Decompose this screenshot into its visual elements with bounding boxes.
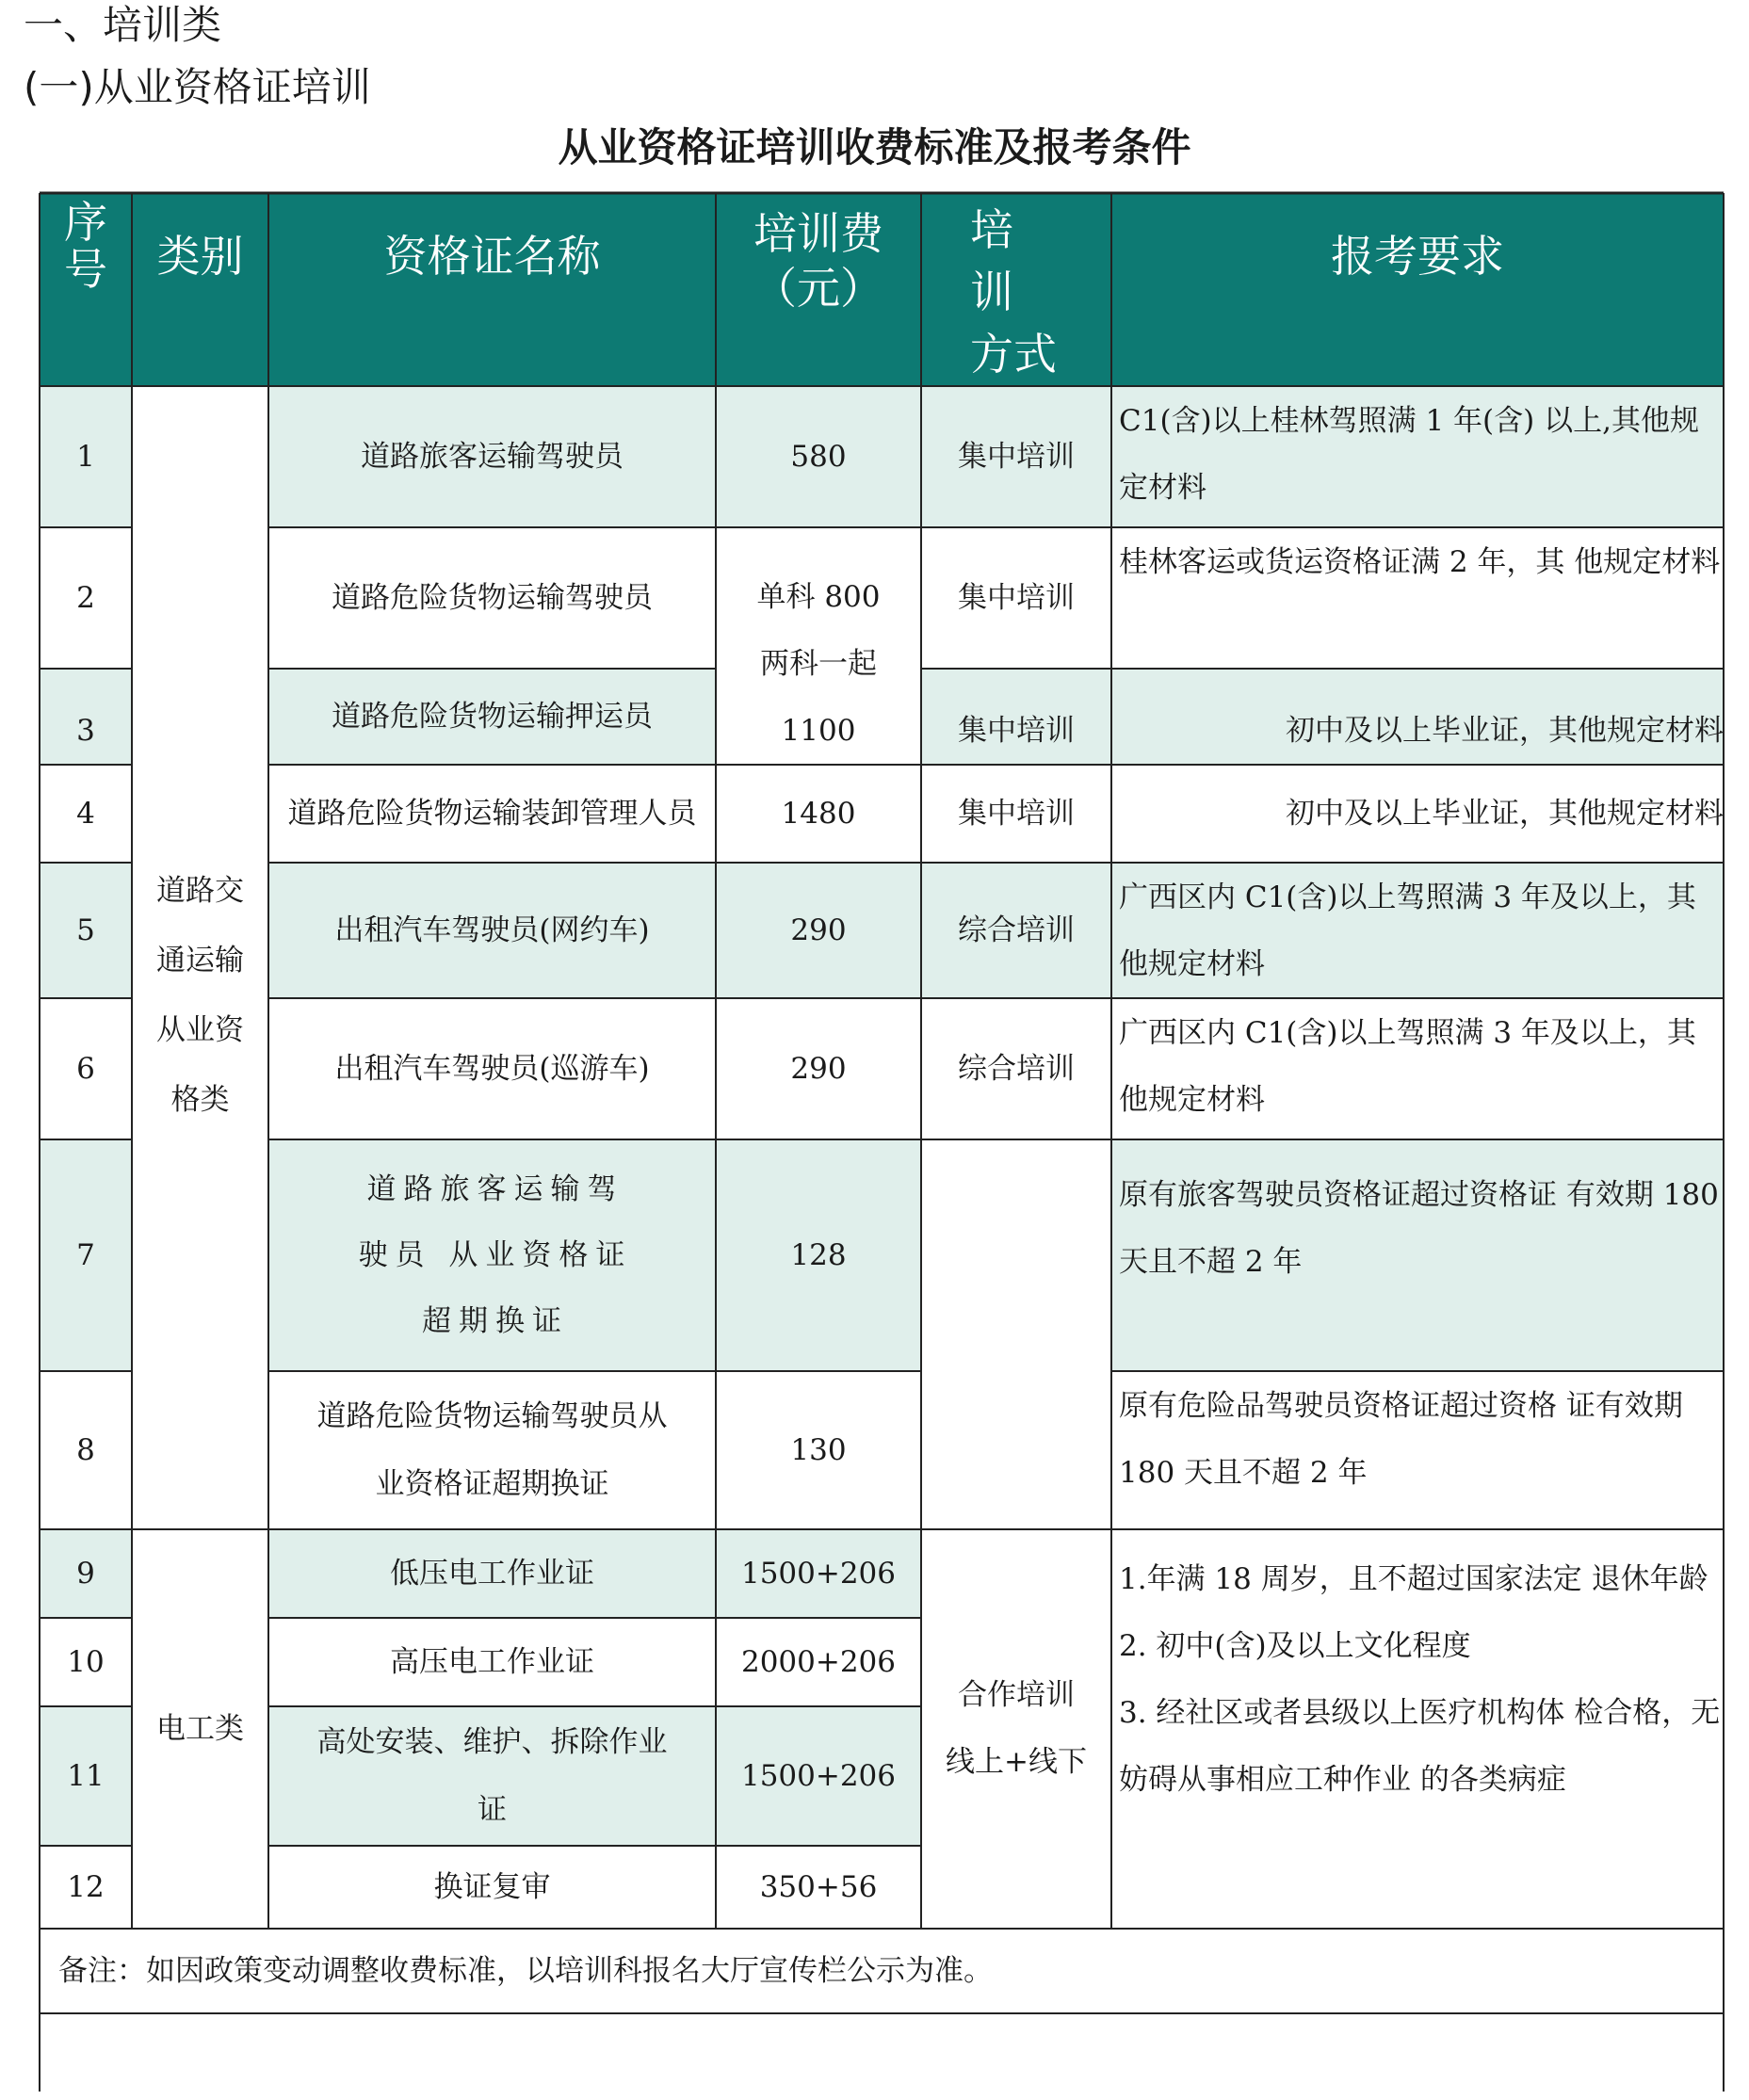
elec-req-text-line: 3. 经社区或者县级以上医疗机构体 检合格，无 xyxy=(1119,1696,1721,1730)
row-req-text: C1(含)以上桂林驾照满 1 年(含) 以上,其他规定材料 xyxy=(1119,404,1699,505)
category-elec-text: 电工类 xyxy=(156,1711,244,1746)
category-road-line: 通运输 xyxy=(156,944,244,977)
header-fee-text xyxy=(753,206,883,315)
row-name xyxy=(268,1706,716,1846)
row-method xyxy=(921,765,1111,863)
row-fee xyxy=(716,1139,921,1371)
fee-merged-text xyxy=(756,564,880,765)
row-no xyxy=(40,1618,132,1706)
row-no xyxy=(40,863,132,998)
elec-method-text xyxy=(946,1662,1087,1796)
note-text: 备注：如因政策变动调整收费标准，以培训科报名大厅宣传栏公示为准。 xyxy=(58,1953,993,1988)
elec-req xyxy=(1111,1529,1724,1929)
header-fee-text-line: 培训费 xyxy=(753,208,883,259)
row-method xyxy=(921,863,1111,998)
header-method-text-line: 方式 xyxy=(970,329,1057,380)
row-no-text: 11 xyxy=(67,1758,105,1793)
row-req xyxy=(1111,998,1724,1139)
row-method xyxy=(921,386,1111,527)
row-name-text: 高压电工作业证 xyxy=(390,1644,594,1679)
row-req xyxy=(1111,1371,1724,1529)
row-fee-text: 580 xyxy=(790,439,847,474)
row-fee xyxy=(716,1846,921,1929)
row-name xyxy=(268,998,716,1139)
header-name xyxy=(268,193,716,386)
header-method-text xyxy=(970,199,1057,385)
category-road xyxy=(132,386,268,1529)
fee-merged xyxy=(716,527,921,765)
row-no-text: 8 xyxy=(76,1432,95,1467)
row-fee xyxy=(716,386,921,527)
row-req-text: 初中及以上毕业证，其他规定材料 xyxy=(1286,796,1724,831)
row-fee xyxy=(716,863,921,998)
row-req-text: 原有危险品驾驶员资格证超过资格 证有效期 180 天且不超 2 年 xyxy=(1119,1389,1683,1490)
row-name-text: 出租汽车驾驶员(网约车) xyxy=(334,913,650,947)
row-req xyxy=(1111,386,1724,527)
row-no-text: 3 xyxy=(76,714,95,748)
row-fee xyxy=(716,1529,921,1618)
row-fee-text: 1500+206 xyxy=(740,1758,897,1793)
header-no xyxy=(40,193,132,386)
row-name xyxy=(268,669,716,765)
row-req-text: 原有旅客驾驶员资格证超过资格证 有效期 180 天且不超 2 年 xyxy=(1119,1178,1719,1279)
row-method xyxy=(921,998,1111,1139)
elec-method-text-line: 线上+线下 xyxy=(946,1745,1087,1779)
elec-req-text-line: 1.年满 18 周岁，且不超过国家法定 退休年龄 xyxy=(1119,1562,1709,1596)
header-name-text: 资格证名称 xyxy=(383,231,601,282)
row-req xyxy=(1111,527,1724,669)
blank-row xyxy=(40,2013,1724,2100)
row-name-text: 低压电工作业证 xyxy=(390,1556,594,1591)
row-method-text: 综合培训 xyxy=(958,913,1075,947)
header-no-text: 序号 xyxy=(64,197,107,295)
row-req-text: 广西区内 C1(含)以上驾照满 3 年及以上，其他规定材料 xyxy=(1119,880,1696,981)
header-method-text-line: 训 xyxy=(970,267,1013,317)
row-fee-text: 1480 xyxy=(781,796,856,831)
row-no xyxy=(40,527,132,669)
row-name xyxy=(268,1618,716,1706)
header-method-text-line: 培 xyxy=(970,204,1013,255)
row-req xyxy=(1111,765,1724,863)
header-fee-text-line: （元） xyxy=(753,263,883,314)
row-name-text: 出租汽车驾驶员(巡游车) xyxy=(334,1051,650,1086)
row-method-text: 综合培训 xyxy=(958,1051,1075,1086)
row-fee-text: 2000+206 xyxy=(740,1644,897,1679)
method-blank-bg xyxy=(921,1139,1111,1529)
row-no-text: 2 xyxy=(76,580,95,615)
row-no xyxy=(40,998,132,1139)
category-road-line: 从业资 xyxy=(156,1013,244,1047)
row-name-text: 道路危险货物运输押运员 xyxy=(332,699,653,734)
header-fee xyxy=(716,193,921,386)
row-name-text: 换证复审 xyxy=(433,1869,551,1904)
row-fee xyxy=(716,998,921,1139)
row-no-text: 5 xyxy=(76,913,95,947)
header-category-text: 类别 xyxy=(156,231,244,282)
row-method-text: 集中培训 xyxy=(958,439,1075,474)
row-fee xyxy=(716,1371,921,1529)
row-name-text: 道路危险货物运输装卸管理人员 xyxy=(287,796,697,831)
fee-merged-text-line: 两科一起 xyxy=(760,647,877,681)
row-req-text: 桂林客运或货运资格证满 2 年，其 他规定材料 xyxy=(1119,545,1721,579)
row-no xyxy=(40,765,132,863)
row-no-text: 12 xyxy=(67,1869,105,1904)
row-name-text: 道路危险货物运输驾驶员 xyxy=(332,580,653,615)
header-method xyxy=(921,193,1111,386)
row-no-text: 7 xyxy=(76,1237,95,1272)
elec-method xyxy=(921,1529,1111,1929)
row-method-text: 集中培训 xyxy=(958,580,1075,615)
row-name xyxy=(268,1846,716,1929)
row-method xyxy=(921,527,1111,669)
fee-merged-text-line: 1100 xyxy=(781,714,856,748)
row-no-text: 10 xyxy=(67,1644,105,1679)
elec-req-text-line: 妨碍从事相应工种作业 的各类病症 xyxy=(1119,1763,1566,1797)
row-req xyxy=(1111,863,1724,998)
row-no-text: 1 xyxy=(76,439,95,474)
row-no-text: 6 xyxy=(76,1051,95,1086)
row-name-text: 道路旅客运输驾驶员 xyxy=(361,439,623,474)
row-fee-text: 130 xyxy=(790,1432,847,1467)
row-name-text: 道路旅客运输驾驶员 从业资格证超期换证 xyxy=(358,1172,633,1338)
category-road-line: 道路交 xyxy=(156,874,244,908)
elec-method-text-line: 合作培训 xyxy=(957,1678,1075,1712)
row-no xyxy=(40,669,132,765)
category-elec xyxy=(132,1529,268,1929)
row-fee-text: 128 xyxy=(790,1237,847,1272)
row-name-text: 道路危险货物运输驾驶员从业资格证超期换证 xyxy=(316,1399,668,1501)
row-req-text: 初中及以上毕业证，其他规定材料 xyxy=(1286,714,1724,748)
row-name xyxy=(268,1139,716,1371)
row-method-text: 集中培训 xyxy=(958,796,1075,831)
category-road-line: 格类 xyxy=(170,1083,230,1117)
row-req-text: 广西区内 C1(含)以上驾照满 3 年及以上，其他规定材料 xyxy=(1119,1016,1696,1117)
row-fee-text: 290 xyxy=(790,913,847,947)
row-name xyxy=(268,527,716,669)
subsection-heading: (一)从业资格证培训 xyxy=(24,64,371,110)
section-heading: 一、培训类 xyxy=(24,2,222,48)
row-name-text: 高处安装、维护、拆除作业证 xyxy=(316,1725,668,1827)
row-no xyxy=(40,1706,132,1846)
row-no xyxy=(40,1139,132,1371)
elec-req-text xyxy=(1119,1546,1720,1814)
row-no xyxy=(40,1371,132,1529)
row-fee xyxy=(716,1706,921,1846)
header-req xyxy=(1111,193,1724,386)
row-name xyxy=(268,386,716,527)
row-name xyxy=(268,1371,716,1529)
fee-merged-text-line: 单科 800 xyxy=(756,580,881,614)
row-fee-text: 1500+206 xyxy=(740,1556,897,1591)
note-row xyxy=(40,1929,1724,2013)
row-name xyxy=(268,765,716,863)
row-method-text: 集中培训 xyxy=(958,714,1075,748)
row-req xyxy=(1111,669,1724,765)
category-road-text xyxy=(156,781,244,1135)
row-no xyxy=(40,386,132,527)
row-name xyxy=(268,863,716,998)
row-no xyxy=(40,1846,132,1929)
row-method xyxy=(921,669,1111,765)
elec-req-text-line: 2. 初中(含)及以上文化程度 xyxy=(1119,1629,1471,1663)
row-fee xyxy=(716,765,921,863)
row-fee-text: 290 xyxy=(790,1051,847,1086)
row-req xyxy=(1111,1139,1724,1371)
row-fee xyxy=(716,1618,921,1706)
row-no xyxy=(40,1529,132,1618)
row-no-text: 4 xyxy=(76,796,95,831)
row-name xyxy=(268,1529,716,1618)
table-title: 从业资格证培训收费标准及报考条件 xyxy=(558,124,1191,170)
header-category xyxy=(132,193,268,386)
row-fee-text: 350+56 xyxy=(759,1869,878,1904)
header-req-text: 报考要求 xyxy=(1331,231,1504,282)
row-no-text: 9 xyxy=(76,1556,95,1591)
